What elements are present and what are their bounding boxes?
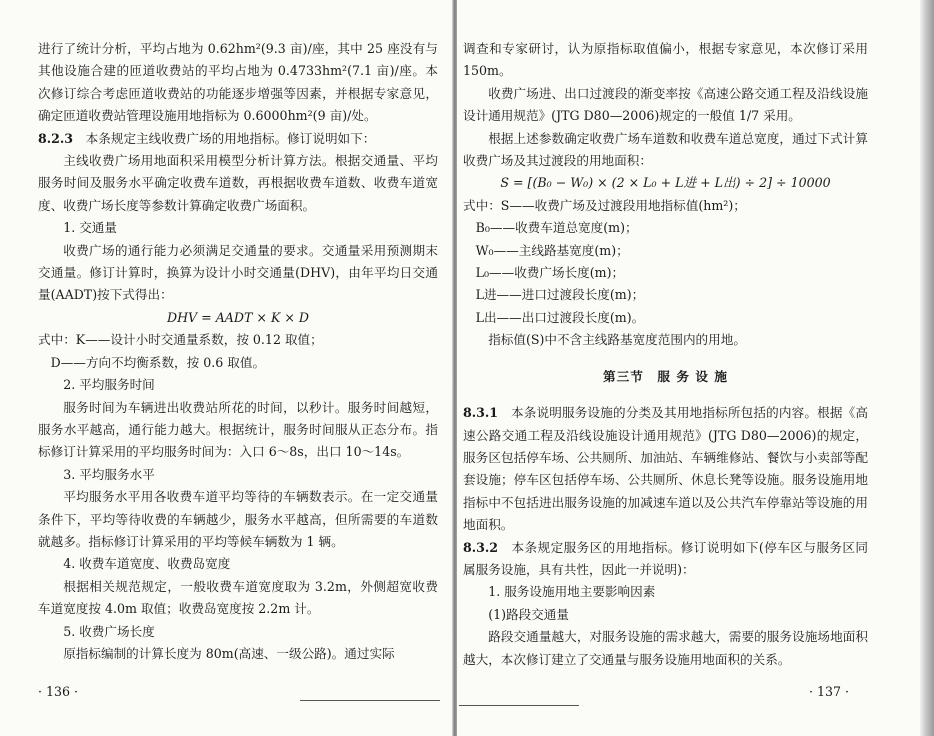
text-line [38,576,438,621]
line-text: DHV = AADT × K × D [166,309,310,325]
line-text: L进——进口过渡段长度(m)； [475,287,645,303]
text-line [463,604,868,626]
text-line [38,329,438,351]
left-page-text [38,38,438,665]
text-line [38,150,438,217]
line-text: 收费广场的通行能力必须满足交通量的要求。交通量采用预测期末交通量。修订计算时，换算为设计小时交通量(DHV)，由年平均日交通量(AADT)按下式得出： [38,242,438,303]
text-line [38,374,438,396]
section-heading [463,366,868,388]
line-text: 1. 服务设施用地主要影响因素 [488,584,656,600]
text-line [463,83,868,128]
line-text: L出——出口过渡段长度(m)。 [475,309,645,325]
text-line [38,352,438,374]
line-text: D——方向不均衡系数，按 0.6 取值。 [50,354,266,370]
line-text: 路段交通量越大，对服务设施的需求越大，需要的服务设施场地面积越大，本次修订建立了交通量与服务设施用地面积的关系。 [463,629,868,667]
right-page-text [463,38,868,671]
formula [463,172,868,194]
text-line [38,128,438,150]
text-line [38,553,438,575]
line-text: L₀——收费广场长度(m)； [475,265,625,281]
left-page [0,0,455,736]
scan-mark [459,705,579,706]
page-edge [920,0,934,736]
clause-number: 8.3.1 [463,405,499,421]
line-text: 指标值(S)中不含主线路基宽度范围内的用地。 [488,332,746,348]
line-text: 根据相关规范规定，一般收费车道宽度取为 3.2m，外侧超宽收费车道宽度按 4.0m 取值；收费岛宽度按 2.2m 计。 [38,578,438,617]
clause-number: 8.3.2 [463,539,499,555]
text-line [38,38,438,128]
line-text: W₀——主线路基宽度(m)； [475,242,629,258]
line-text: 本条规定服务区的用地指标。修订说明如下(停车区与服务区同属服务设施，具有共性，因此一并说明)： [463,539,868,577]
line-text: 原指标编制的计算长度为 80m(高速、一级公路)。通过实际 [63,645,395,661]
line-text: 2. 平均服务时间 [63,377,155,393]
line-text: 主线收费广场用地面积采用模型分析计算方法。根据交通量、平均服务时间及服务水平确定收费车道数，再根据收费车道数、收费车道宽度、收费广场长度等参数计算确定收费广场面积。 [38,153,438,213]
text-line [463,307,868,329]
text-line [463,537,868,582]
line-text: 第三节 服 务 设 施 [603,368,728,384]
line-text: S = [(B₀ − W₀) × (2 × L₀ + L进 + L出) ÷ 2] ÷ 10000 [500,175,831,191]
text-line [463,402,868,536]
line-text: 根据上述参数确定收费广场车道数和收费车道总宽度，通过下式计算收费广场及其过渡段的用地面积： [463,130,868,169]
text-line [463,128,868,173]
text-line [38,240,438,307]
line-text: 本条规定主线收费广场的用地指标。修订说明如下： [85,130,376,146]
line-text: 式中：S——收费广场及过渡段用地指标值(hm²)； [463,197,746,213]
line-text: 1. 交通量 [63,220,117,236]
text-line [463,38,868,83]
line-text: 服务时间为车辆进出收费站所花的时间，以秒计。服务时间越短，服务水平越高，通行能力越大。根据统计，服务时间服从正态分布。指标修订计算采用的平均服务时间为：入口 6～8s，出口 10～14s。 [38,399,438,460]
text-line [38,486,438,553]
text-line [463,626,868,671]
line-text: 3. 平均服务水平 [63,466,155,482]
text-line [463,240,868,262]
line-text: 4. 收费车道宽度、收费岛宽度 [63,556,231,572]
text-line [463,217,868,239]
text-line [463,329,868,351]
line-text: 式中：K——设计小时交通量系数，按 0.12 取值； [38,332,323,348]
clause-number: 8.2.3 [38,130,74,146]
text-line [38,217,438,239]
text-line [463,284,868,306]
formula [38,307,438,329]
line-text: 调查和专家研讨，认为原指标取值偏小，根据专家意见，本次修订采用 150m。 [463,41,868,79]
scan-mark [300,700,440,701]
line-text: 进行了统计分析，平均占地为 0.62hm²(9.3 亩)/座，其中 25 座没有与其他设施合建的匝道收费站的平均占地为 0.4733hm²(7.1 亩)/座。本次修订综合考虑匝道收费站的功能逐步增强等因素，并根据专家意见，确定匝道收费站管理设施用地指标为 0.6000hm²(9 亩)/处。 [38,41,438,124]
line-text: 5. 收费广场长度 [63,623,155,639]
page-number-right: · 137 · [809,684,850,699]
text-line [463,581,868,603]
text-line [38,397,438,464]
right-page [457,0,934,736]
line-text: (1)路段交通量 [488,606,569,622]
line-text: 平均服务水平用各收费车道平均等待的车辆数表示。在一定交通量条件下，平均等待收费的车辆越少，服务水平越高，但所需要的车道数就越多。指标修订计算采用的平均等候车辆数为 1 辆。 [38,489,438,549]
line-text: 收费广场进、出口过渡段的渐变率按《高速公路交通工程及沿线设施设计通用规范》(JTG D80—2006)规定的一般值 1/7 采用。 [463,85,868,124]
text-line [38,621,438,643]
text-line [38,464,438,486]
line-text: B₀——收费车道总宽度(m)； [475,220,638,236]
line-text: 本条说明服务设施的分类及其用地指标所包括的内容。根据《高速公路交通工程及沿线设施设计通用规范》(JTG D80—2006)的规定，服务区包括停车场、公共厕所、加油站、车辆维修站、餐饮与小卖部等配套设施；停车区包括停车场、公共厕所、休息长凳等设施。服务设施用地指标中不包括进出服务设施的加减速车道以及公共汽车停靠站等设施的用地面积。 [463,405,869,533]
text-line [38,643,438,665]
text-line [463,262,868,284]
page-number-left: · 136 · [38,684,79,699]
text-line [463,195,868,217]
